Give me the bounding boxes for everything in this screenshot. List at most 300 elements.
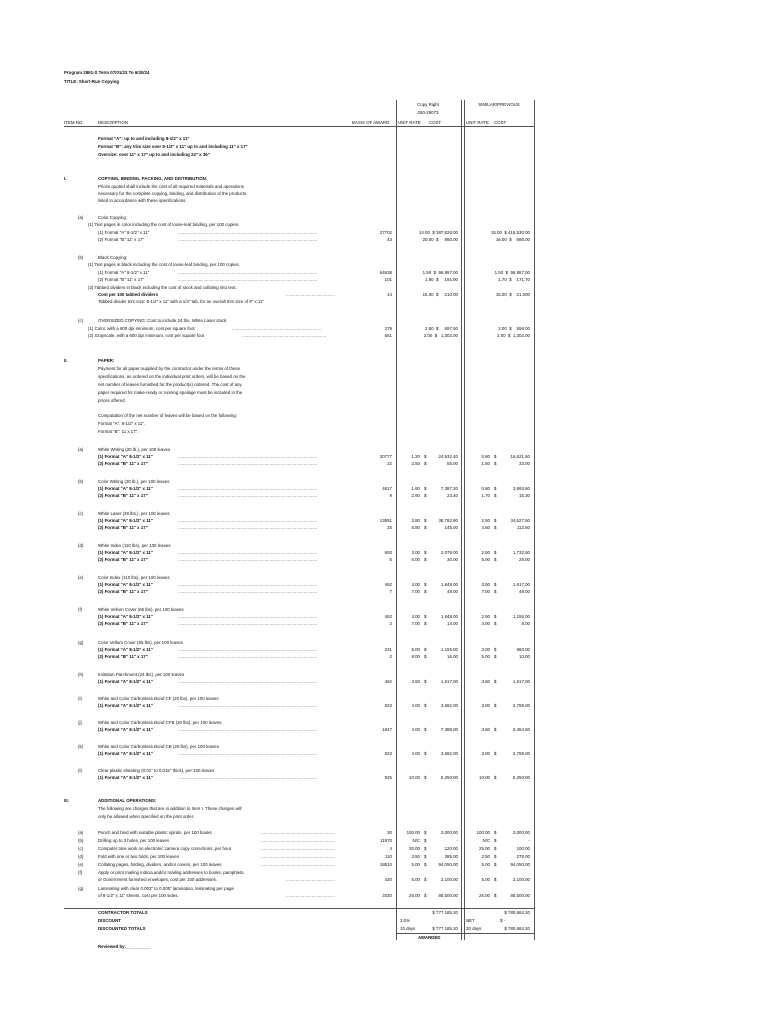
paper-basis: 4617 — [382, 486, 392, 491]
paper-cost: 49.00 — [447, 589, 458, 594]
op-prev-cost: - — [528, 838, 530, 843]
paper-cost: 30.00 — [447, 557, 458, 562]
leader-dots: ............................................................. — [260, 846, 335, 851]
format-a: Format "A": up to and including 8-1/2" x 11" — [98, 136, 190, 141]
paper-cost: 24,932.40 — [438, 454, 458, 459]
section-i-text-1: Prices quoted shall include the cost of all required materials and operations — [98, 184, 244, 189]
oversized-copying-title: OVERSIZED COPYING: Cost to include 24 lbs. White Laser stock — [98, 318, 227, 323]
paper-basis: 2 — [389, 654, 392, 659]
op-cost: 3,000.00 — [440, 830, 458, 835]
paper-prev-cost: 10.00 — [519, 654, 530, 659]
tabbed-dividers-size: Tabbed divider trim size: 8-1/2" x 11" with a 1/2" tab, for an overall trim size of 9" x 11" — [98, 299, 265, 304]
paper-line: (2) Format "B" 11" x 17" — [98, 621, 148, 626]
tabbed-dividers-text: (2) Tabbed dividers in black including the cost of stock and collating into text. — [88, 285, 237, 290]
reviewed-by: Reviewed by:__________ — [98, 944, 151, 949]
paper-basis: 693 — [384, 550, 392, 555]
awarded-rule — [396, 933, 534, 934]
currency-sign: $ — [424, 454, 427, 459]
op-letter: (d) — [78, 854, 84, 859]
section-ii-text-5: prices offered. — [98, 398, 126, 403]
paper-rate: 2.80 — [411, 518, 420, 523]
op-letter: (e) — [78, 862, 84, 867]
op-text: Punch and bind with suitable plastic spirals, per 100 books — [98, 830, 212, 835]
op-cost: - — [456, 838, 458, 843]
currency-sign: $ — [424, 647, 427, 652]
paper-cost: 1,617.00 — [440, 679, 458, 684]
leader-dots: .................................................................................................................. — [178, 654, 318, 659]
paper-basis: 231 — [384, 647, 392, 652]
section-i-title: COPYING, BINDING, PACKING, AND DISTRIBUTION: — [98, 176, 208, 181]
paper-cost: 1,155.00 — [440, 647, 458, 652]
totals-rule — [64, 908, 534, 909]
currency-sign: $ — [424, 486, 427, 491]
leader-dots: ............................................................. — [260, 862, 335, 867]
paper-prev-cost: 34,627.50 — [510, 518, 530, 523]
program-line: Program 2891-S Term 07/01/23 To 6/30/24 — [64, 70, 150, 75]
paper-cost: 7,388.00 — [440, 727, 458, 732]
paper-rate: 4.00 — [411, 614, 420, 619]
paper-basis: 462 — [384, 582, 392, 587]
op-rate: N/C — [412, 838, 420, 843]
paper-title: Color Index (110 lbs), per 100 leaves — [98, 575, 170, 580]
paper-cost: 3,692.00 — [440, 751, 458, 756]
paper-rate: 8.00 — [411, 654, 420, 659]
op-prev-rate: 5.00 — [481, 877, 490, 882]
paper-line: (1) Format "A" 8-1/2" x 11" — [98, 679, 153, 684]
leader-dots: .................................................................................................................. — [178, 703, 318, 708]
paper-letter: (j) — [78, 720, 82, 725]
currency-sign: $ — [424, 751, 427, 756]
basis-of-award-header: BASIS OF AWARD — [352, 120, 390, 125]
op-text: Collating pages, folding, dividers, and/or covers, per 100 leaves — [98, 862, 222, 867]
currency-sign: $ — [424, 838, 427, 843]
paper-line: (1) Format "A" 8-1/2" x 11" — [98, 703, 153, 708]
leader-dots: .................................................................................................................. — [178, 582, 318, 587]
paper-line: (2) Format "B" 11" x 17" — [98, 525, 148, 530]
oversized-color: (1) Color, with a 600 dpi minimum, cost per square foot — [88, 326, 195, 331]
currency-sign: $ — [494, 621, 497, 626]
currency-sign: $ — [494, 518, 497, 523]
paper-title: White and Color Carbonless Bond CB (20 lbs), per 100 leaves — [98, 744, 219, 749]
section-iii-text-1: The following are charges that are in addition to Item I. These charges will — [98, 806, 242, 811]
op-rate: 5.00 — [411, 862, 420, 867]
paper-basis: 25 — [387, 525, 392, 530]
paper-basis: 22 — [387, 461, 392, 466]
currency-sign: $ — [424, 877, 427, 882]
paper-title: Color Vellum Cover (65 lbs), per 100 leaves — [98, 640, 183, 645]
op-rate: 100.00 — [406, 830, 420, 835]
paper-cost: 7,387.20 — [440, 486, 458, 491]
paper-rate: 1.20 — [411, 454, 420, 459]
op-cost: 2,100.00 — [440, 877, 458, 882]
leader-dots: ........................................ — [286, 893, 335, 898]
paper-line: (1) Format "A" 8-1/2" x 11" — [98, 614, 153, 619]
op-rate: 30.00 — [409, 846, 420, 851]
black-copying-title: Black Copying: — [98, 255, 128, 260]
currency-sign: $ — [494, 461, 497, 466]
paper-prev-rate: 5.00 — [481, 557, 490, 562]
currency-sign: $ — [494, 703, 497, 708]
op-prev-rate: N/C — [482, 838, 490, 843]
paper-basis: 923 — [384, 751, 392, 756]
color-copying-line-2: (2) Format "B" 11" x 17" — [98, 237, 145, 242]
paper-prev-cost: 3,693.60 — [512, 486, 530, 491]
currency-sign: $ — [494, 893, 497, 898]
paper-prev-rate: 3.50 — [481, 582, 490, 587]
paper-prev-rate: 2.50 — [481, 614, 490, 619]
currency-sign: $ — [424, 654, 427, 659]
paper-prev-cost: 8.00 — [521, 621, 530, 626]
paper-cost: 1,848.00 — [440, 582, 458, 587]
paper-line: (1) Format "A" 8-1/2" x 11" — [98, 518, 153, 523]
paper-line: (1) Format "A" 8-1/2" x 11" — [98, 727, 153, 732]
black-copying-sub: (1) Text pages in black including the cost of loose-leaf binding, per 100 copies. — [88, 262, 240, 267]
op-letter: (a) — [78, 830, 84, 835]
paper-prev-cost: 16,621.60 — [510, 454, 530, 459]
currency-sign: $ — [494, 830, 497, 835]
paper-cost: 23.40 — [447, 493, 458, 498]
description-header: DESCRIPTION — [98, 120, 129, 125]
paper-prev-cost: 1,617.00 — [512, 582, 530, 587]
currency-sign: $ — [424, 846, 427, 851]
leader-dots: .................................................................................................................. — [178, 775, 318, 780]
paper-basis: 462 — [384, 614, 392, 619]
col-divider-3 — [464, 100, 465, 940]
section-iii-title: ADDITIONAL OPERATIONS: — [98, 798, 157, 803]
paper-prev-rate: 1.50 — [481, 461, 490, 466]
currency-sign: $ — [494, 775, 497, 780]
paper-prev-cost: 33.00 — [519, 461, 530, 466]
op-prev-rate: 25.00 — [479, 893, 490, 898]
op-rate: 5.00 — [411, 877, 420, 882]
paper-prev-cost: 9,250.00 — [512, 775, 530, 780]
op-basis: 420 — [384, 877, 392, 882]
op-text-2: or Government furnished envelopes, cost per 100 addresses. — [98, 877, 218, 882]
currency-sign: $ — [424, 854, 427, 859]
paper-rate: 2.60 — [411, 493, 420, 498]
leader-dots: .................................................................................................................. — [178, 647, 318, 652]
paper-prev-rate: 3.50 — [481, 679, 490, 684]
currency-sign: $ — [494, 614, 497, 619]
paper-title: White Laser (28 lbs.), per 100 leaves — [98, 511, 170, 516]
section-i-text-3: listed in accordance with these specifications. — [98, 198, 187, 203]
paper-rate: 3.50 — [411, 679, 420, 684]
discount-label: DISCOUNT — [98, 918, 121, 923]
leader-dots: ............................................................. — [260, 830, 335, 835]
op-letter: (b) — [78, 838, 84, 843]
currency-sign: $ — [494, 854, 497, 859]
prev-discounted-total: $ 780,684.20 — [504, 926, 530, 931]
paper-prev-cost: 2,769.00 — [512, 751, 530, 756]
paper-basis: 2 — [389, 621, 392, 626]
op-basis: 30 — [387, 830, 392, 835]
paper-cost: 55.00 — [447, 461, 458, 466]
discount-days: 10 days — [400, 926, 416, 931]
leader-dots: .................................................................................................................. — [178, 751, 318, 756]
paper-title: Imitation Parchment (24 lbs), per 100 leaves — [98, 672, 185, 677]
op-basis: 11970 — [380, 838, 392, 843]
currency-sign: $ — [494, 654, 497, 659]
currency-sign: $ — [494, 589, 497, 594]
paper-rate: 6.00 — [411, 557, 420, 562]
leader-dots: .................................................................................................................. — [178, 518, 318, 523]
op-text: Computer time work on electronic camera copy corrections, per hour — [98, 846, 232, 851]
paper-letter: (c) — [78, 511, 84, 516]
discounted-totals-label: DISCOUNTED TOTALS — [98, 926, 146, 931]
paper-line: (2) Format "B" 11" x 17" — [98, 557, 148, 562]
leader-dots: .................................................................................................................. — [178, 621, 318, 626]
tabbed-dividers-cost: Cost per 100 tabbed dividers — [98, 292, 159, 297]
section-ii-text-2: specifications, as ordered on the individual print orders, will be based on the — [98, 374, 246, 379]
section-iii-number: III. — [64, 798, 69, 803]
color-copying-title: Color Copying: — [98, 215, 128, 220]
op-prev-cost: 85,500.00 — [510, 893, 530, 898]
section-ii-title: PAPER: — [98, 358, 115, 363]
unit-rate-header: UNIT RATE — [398, 120, 421, 125]
currency-sign: $ — [494, 493, 497, 498]
paper-rate: 2.50 — [411, 461, 420, 466]
paper-prev-rate: 3.00 — [481, 703, 490, 708]
prev-total-cost: $ 780,684.20 — [504, 910, 530, 915]
currency-sign: $ — [494, 862, 497, 867]
paper-line: (1) Format "A" 8-1/2" x 11" — [98, 582, 153, 587]
op-cost: 120.00 — [444, 846, 458, 851]
op-prev-cost: 2,100.00 — [512, 877, 530, 882]
paper-prev-rate: 2.50 — [481, 518, 490, 523]
paper-prev-cost: 112.50 — [516, 525, 530, 530]
item-no-header: ITEM NO. — [64, 120, 84, 125]
paper-cost: 9,250.00 — [440, 775, 458, 780]
paper-prev-rate: 7.00 — [481, 589, 490, 594]
paper-line: (2) Format "B" 11" x 17" — [98, 461, 148, 466]
section-ii-text-3: net number of leaves furnished for the product(s) ordered. The cost of any — [98, 382, 242, 387]
currency-sign: $ — [494, 727, 497, 732]
paper-prev-rate: 5.00 — [481, 654, 490, 659]
color-copying-line-1: (1) Format "A" 8-1/2" x 11" — [98, 230, 150, 235]
paper-prev-rate: 3.50 — [481, 727, 490, 732]
paper-prev-cost: 15.30 — [519, 493, 530, 498]
paper-rate: 5.00 — [411, 647, 420, 652]
paper-prev-rate: 2.50 — [481, 550, 490, 555]
col-divider-2 — [461, 100, 462, 940]
paper-cost: 16.00 — [447, 654, 458, 659]
paper-rate: 10.00 — [409, 775, 420, 780]
leader-dots: .................................................................................................................. — [178, 614, 318, 619]
currency-sign: $ — [424, 557, 427, 562]
leader-dots: .................................................................................................................. — [178, 486, 318, 491]
paper-prev-rate: 0.80 — [481, 454, 490, 459]
prev-discount-days: 30 days — [466, 926, 482, 931]
paper-prev-rate: 4.50 — [481, 525, 490, 530]
oversized-grayscale: (2) Grayscale, with a 600 dpi minimum, cost per square foot — [88, 333, 205, 338]
currency-sign: $ — [494, 647, 497, 652]
prev-discount-rate: NET — [466, 918, 475, 923]
op-cost: 385.00 — [444, 854, 458, 859]
op-basis: 18810 — [379, 862, 392, 867]
leader-dots: .................................................................................................................. — [178, 727, 318, 732]
paper-title: White Vellum Cover (65 lbs), per 100 leaves — [98, 607, 184, 612]
currency-sign: $ — [424, 589, 427, 594]
currency-sign: $ — [424, 727, 427, 732]
currency-sign: $ — [424, 525, 427, 530]
black-copying-line-2: (2) Format "B" 11" x 17" — [98, 277, 145, 282]
paper-prev-cost: 49.00 — [519, 589, 530, 594]
paper-basis: 462 — [384, 679, 392, 684]
computation-text: Computation of the net number of leaves will be based on the following: — [98, 413, 237, 418]
section-ii-number: II. — [64, 358, 68, 363]
black-copying-line-1: (1) Format "A" 8-1/2" x 11" — [98, 270, 150, 275]
paper-prev-rate: 3.00 — [481, 751, 490, 756]
currency-sign: $ — [424, 775, 427, 780]
paper-cost: 145.00 — [444, 525, 458, 530]
paper-line: (2) Format "B" 11" x 17" — [98, 493, 148, 498]
discount-rate: 3.0% — [400, 918, 411, 923]
paper-letter: (i) — [78, 696, 82, 701]
paper-title: Clear plastic sheeting (0.01" to 0.015" thick), per 100 leaves — [98, 768, 215, 773]
paper-basis: 925 — [384, 775, 392, 780]
paper-letter: (f) — [78, 607, 83, 612]
section-i-text-2: necessary for the complete copying, binding, and distribution of the products — [98, 191, 247, 196]
op-prev-rate: 2.50 — [481, 854, 490, 859]
currency-sign: $ — [494, 582, 497, 587]
op-letter: (c) — [78, 846, 84, 851]
computation-format-b: Format "B": 11 x 17". — [98, 429, 139, 434]
contractor-total-cost: $ 777,185.20 — [432, 910, 458, 915]
paper-basis: 13851 — [379, 518, 392, 523]
currency-sign: $ — [424, 582, 427, 587]
currency-sign: $ — [424, 493, 427, 498]
op-rate: 25.00 — [409, 893, 420, 898]
paper-letter: (a) — [78, 447, 84, 452]
paper-rate: 3.00 — [411, 550, 420, 555]
leader-dots: .................................................................................................................. — [178, 454, 318, 459]
op-cost: 94,050.00 — [438, 862, 458, 867]
paper-prev-cost: 6,464.50 — [512, 727, 530, 732]
leader-dots: .................................................................................................................. — [178, 679, 318, 684]
paper-prev-rate: 3.00 — [481, 647, 490, 652]
leader-dots: .................................................................................................................. — [178, 589, 318, 594]
op-text: Drilling up to 3 holes, per 100 leaves — [98, 838, 170, 843]
currency-sign: $ — [424, 679, 427, 684]
paper-prev-rate: 10.00 — [479, 775, 490, 780]
contractor-totals-label: CONTRACTOR TOTALS — [98, 910, 148, 915]
currency-sign: $ — [424, 550, 427, 555]
currency-sign: $ — [424, 518, 427, 523]
currency-sign: $ — [494, 751, 497, 756]
op-basis: 110 — [385, 854, 392, 859]
op-text: Apply or print mailing indicia and/or mailing addresses to books, pamphlets, — [98, 870, 245, 875]
paper-letter: (b) — [78, 479, 84, 484]
op-rate: 3.50 — [411, 854, 420, 859]
leader-dots: ............................................................. — [260, 838, 335, 843]
title-line: TITLE: Short-Run Copying — [64, 79, 120, 84]
paper-title: White Index (110 lbs), per 100 leaves — [98, 543, 171, 548]
paper-prev-cost: 1,155.00 — [512, 614, 530, 619]
paper-line: (1) Format "A" 8-1/2" x 11" — [98, 454, 153, 459]
leader-dots: .................................................................................................................. — [178, 557, 318, 562]
paper-cost: 14.00 — [447, 621, 458, 626]
color-copying-sub: (1) Text pages in color including the cost of loose-leaf binding, per 100 copies. — [88, 222, 240, 227]
op-basis: 4 — [389, 846, 392, 851]
op-cost: 85,500.00 — [438, 893, 458, 898]
paper-prev-rate: 1.70 — [481, 493, 490, 498]
paper-basis: 923 — [384, 703, 392, 708]
paper-rate: 4.00 — [411, 582, 420, 587]
paper-line: (2) Format "B" 11" x 17" — [98, 654, 148, 659]
currency-sign: $ — [494, 525, 497, 530]
currency-sign: $ — [494, 454, 497, 459]
paper-prev-rate: 0.80 — [481, 486, 490, 491]
paper-line: (1) Format "A" 8-1/2" x 11" — [98, 775, 153, 780]
paper-line: (1) Format "A" 8-1/2" x 11" — [98, 486, 153, 491]
paper-cost: 2,079.00 — [440, 550, 458, 555]
op-prev-rate: 5.00 — [481, 862, 490, 867]
op-text-2: of 8-1/2" x 11" sheets, cost per 100 sides. — [98, 893, 179, 898]
paper-title: White and Color Carbonless Bond CFB (20 lbs), per 100 leaves — [98, 720, 222, 725]
currency-sign: $ — [424, 703, 427, 708]
paper-basis: 9 — [389, 493, 392, 498]
leader-dots: .................................................................................................................. — [178, 550, 318, 555]
paper-title: Color Writing (20 lb.), per 100 leaves — [98, 479, 170, 484]
paper-rate: 4.00 — [411, 703, 420, 708]
paper-rate: 7.00 — [411, 589, 420, 594]
paper-line: (1) Format "A" 8-1/2" x 11" — [98, 647, 153, 652]
paper-rate: 7.00 — [411, 621, 420, 626]
paper-letter: (h) — [78, 672, 84, 677]
op-prev-rate: 25.00 — [479, 846, 490, 851]
leader-dots: ............................................................. — [260, 854, 335, 859]
currency-sign: $ — [424, 830, 427, 835]
op-prev-cost: 275.00 — [516, 854, 530, 859]
paper-cost: 3,692.00 — [440, 703, 458, 708]
paper-basis: 7 — [389, 589, 392, 594]
currency-sign: $ — [494, 846, 497, 851]
paper-line: (2) Format "B" 11" x 17" — [98, 589, 148, 594]
copy-right-header: Copy Right — [417, 102, 439, 107]
currency-sign: $ — [494, 679, 497, 684]
paper-prev-cost: 2,769.00 — [512, 703, 530, 708]
col-divider-1 — [396, 100, 397, 940]
currency-sign: $ — [494, 838, 497, 843]
format-b: Format "B": any trim size over 8-1/2" x 11" up to and including 11" x 17" — [98, 144, 248, 149]
section-iii-text-2: only be allowed when specified on the print order. — [98, 814, 195, 819]
paper-letter: (g) — [78, 640, 84, 645]
paper-cost: 1,848.00 — [440, 614, 458, 619]
paper-letter: (l) — [78, 768, 82, 773]
paper-basis: 20777 — [379, 454, 392, 459]
paper-prev-rate: 4.00 — [481, 621, 490, 626]
paper-basis: 5 — [389, 557, 392, 562]
paper-rate: 4.00 — [411, 727, 420, 732]
paper-basis: 1847 — [382, 727, 392, 732]
awarded-label: AWARDED — [418, 935, 441, 940]
paper-title: White and Color Carbonless Bond CF (20 lbs), per 100 leaves — [98, 696, 219, 701]
paper-line: (1) Format "A" 8-1/2" x 11" — [98, 751, 153, 756]
op-text: Fold with one or two folds, per 100 leaves — [98, 854, 180, 859]
discounted-total-cost: $ 777,185.20 — [432, 926, 458, 931]
paper-rate: 1.60 — [411, 486, 420, 491]
paper-prev-cost: 1,732.50 — [512, 550, 530, 555]
op-letter: (f) — [78, 870, 83, 875]
prev-unit-rate-header: UNIT RATE — [466, 120, 489, 125]
currency-sign: $ — [494, 557, 497, 562]
paper-prev-cost: 25.00 — [519, 557, 530, 562]
currency-sign: $ — [424, 621, 427, 626]
op-letter: (g) — [78, 886, 84, 891]
leader-dots: ........................................ — [286, 877, 335, 882]
section-ii-text-4: paper required for make-ready or running spoilage must be included in the — [98, 390, 243, 395]
op-text: Laminating with clear 0.003" to 0.005" lamination, laminating per page — [98, 886, 234, 891]
